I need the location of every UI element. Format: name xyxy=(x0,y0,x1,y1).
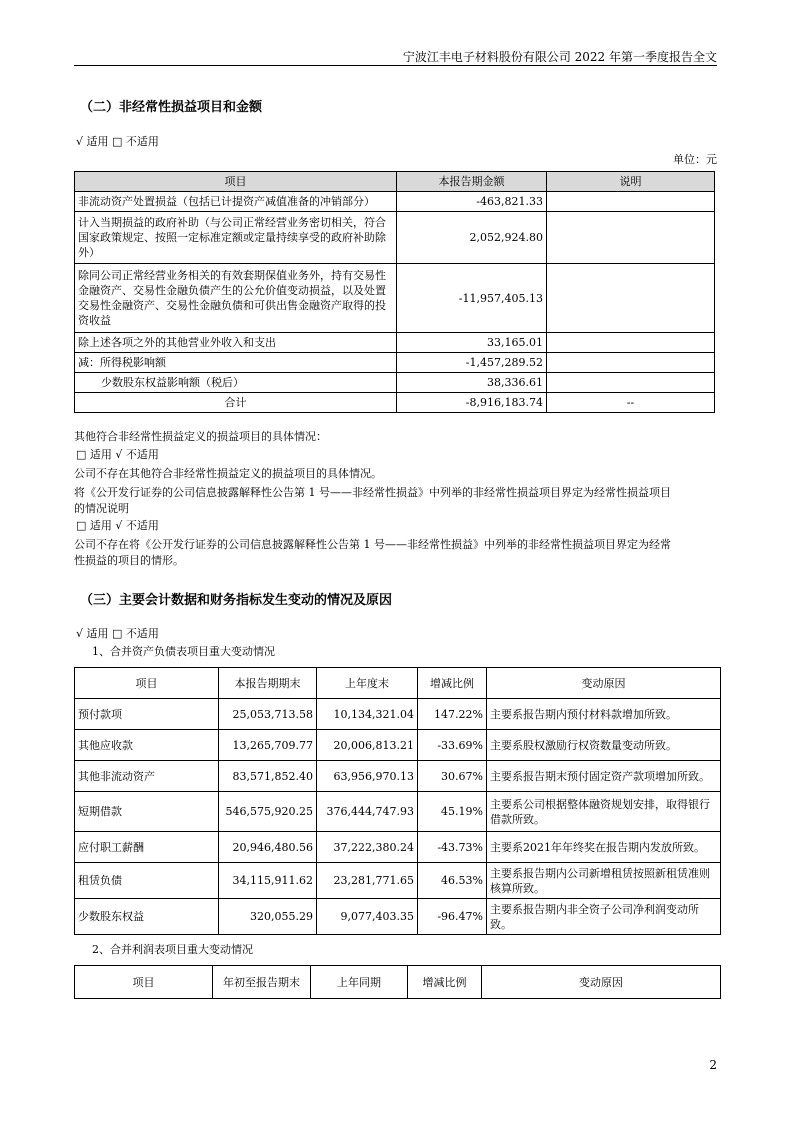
section3-applicable: √ 适用 □ 不适用 xyxy=(76,627,159,640)
table-row xyxy=(75,333,715,353)
row-amount: 2,052,924.80 xyxy=(397,212,547,264)
subsection2-title: 2、合并利润表项目重大变动情况 xyxy=(92,943,253,956)
table-row xyxy=(75,353,715,373)
para-no-reclass-1: 公司不存在将《公开发行证券的公司信息披露解释性公告第 1 号——非经常性损益》中列举的非经常性损益项目界定为经常 xyxy=(74,538,671,551)
subsection1-title: 1、合并资产负债表项目重大变动情况 xyxy=(92,645,275,658)
col-header-reason: 变动原因 xyxy=(482,966,721,999)
row-current: 20,946,480.56 xyxy=(219,832,317,863)
row-item: 租赁负债 xyxy=(75,863,219,899)
row-amount: 38,336.61 xyxy=(397,373,547,393)
col-header-item: 项目 xyxy=(75,668,219,699)
total-row xyxy=(75,393,715,413)
para-applicable-2: □ 适用 √ 不适用 xyxy=(76,448,159,461)
row-note xyxy=(547,192,715,212)
row-ratio: -43.73% xyxy=(418,832,487,863)
para-reclass-2: 的情况说明 xyxy=(74,502,129,515)
page-header: 宁波江丰电子材料股份有限公司 2022 年第一季度报告全文 xyxy=(402,50,717,64)
page-number: 2 xyxy=(709,1058,717,1072)
row-prior: 20,006,813.21 xyxy=(317,730,418,761)
table-row xyxy=(75,699,721,730)
row-amount: -11,957,405.13 xyxy=(397,264,547,333)
total-amount: -8,916,183.74 xyxy=(397,393,547,413)
row-ratio: 46.53% xyxy=(418,863,487,899)
row-prior: 37,222,380.24 xyxy=(317,832,418,863)
col-header-item: 项目 xyxy=(75,172,397,192)
row-prior: 63,956,970.13 xyxy=(317,761,418,792)
table-row xyxy=(75,373,715,393)
row-item: 短期借款 xyxy=(75,792,219,832)
row-item: 其他非流动资产 xyxy=(75,761,219,792)
row-note xyxy=(547,212,715,264)
row-reason: 主要系报告期内非全资子公司净利润变动所致。 xyxy=(487,899,721,935)
row-item: 除同公司正常经营业务相关的有效套期保值业务外，持有交易性金融资产、交易性金融负债产生的公允价值变动损益，以及处置交易性金融资产、交易性金融负债和可供出售金融资产取得的投资收益 xyxy=(75,264,397,333)
row-note xyxy=(547,353,715,373)
table-row xyxy=(75,792,721,832)
row-note xyxy=(547,264,715,333)
row-note xyxy=(547,333,715,353)
para-applicable-3: □ 适用 √ 不适用 xyxy=(76,519,159,532)
row-note xyxy=(547,373,715,393)
row-ratio: -33.69% xyxy=(418,730,487,761)
col-header-ratio: 增减比例 xyxy=(418,668,487,699)
row-item: 应付职工薪酬 xyxy=(75,832,219,863)
table-row xyxy=(75,730,721,761)
total-note: -- xyxy=(547,393,715,413)
row-item: 其他应收款 xyxy=(75,730,219,761)
table-row xyxy=(75,899,721,935)
row-ratio: 45.19% xyxy=(418,792,487,832)
table-row xyxy=(75,212,715,264)
section2-applicable: √ 适用 □ 不适用 xyxy=(76,135,159,148)
row-current: 83,571,852.40 xyxy=(219,761,317,792)
unit-label: 单位：元 xyxy=(673,153,717,166)
section3-title: （三）主要会计数据和财务指标发生变动的情况及原因 xyxy=(80,593,393,608)
row-item: 少数股东权益影响额（税后） xyxy=(75,373,397,393)
row-ratio: -96.47% xyxy=(418,899,487,935)
header-divider xyxy=(74,65,717,66)
non-recurring-table xyxy=(74,171,715,413)
row-current: 320,055.29 xyxy=(219,899,317,935)
total-label: 合计 xyxy=(75,393,397,413)
para-other-items: 其他符合非经常性损益定义的损益项目的具体情况： xyxy=(74,430,327,443)
row-ratio: 147.22% xyxy=(418,699,487,730)
col-header-note: 说明 xyxy=(547,172,715,192)
para-no-other: 公司不存在其他符合非经常性损益定义的损益项目的具体情况。 xyxy=(74,467,382,480)
row-prior: 9,077,403.35 xyxy=(317,899,418,935)
row-amount: 33,165.01 xyxy=(397,333,547,353)
table-row xyxy=(75,192,715,212)
col-header-prior-period: 上年同期 xyxy=(311,966,408,999)
row-item: 预付款项 xyxy=(75,699,219,730)
col-header-reason: 变动原因 xyxy=(487,668,721,699)
income-statement-changes-table xyxy=(74,965,721,999)
row-reason: 主要系公司根据整体融资规划安排，取得银行借款所致。 xyxy=(487,792,721,832)
col-header-current: 本报告期期末 xyxy=(219,668,317,699)
row-reason: 主要系报告期内公司新增租赁按照新租赁准则核算所致。 xyxy=(487,863,721,899)
para-reclass-1: 将《公开发行证券的公司信息披露解释性公告第 1 号——非经常性损益》中列举的非经常性损益项目界定为经常性损益项目 xyxy=(74,486,671,499)
row-prior: 376,444,747.93 xyxy=(317,792,418,832)
col-header-ytd: 年初至报告期末 xyxy=(213,966,311,999)
table-row xyxy=(75,863,721,899)
row-reason: 主要系报告期末预付固定资产款项增加所致。 xyxy=(487,761,721,792)
row-item: 计入当期损益的政府补助（与公司正常经营业务密切相关，符合国家政策规定、按照一定标准定额或定量持续享受的政府补助除外） xyxy=(75,212,397,264)
row-current: 34,115,911.62 xyxy=(219,863,317,899)
row-amount: -463,821.33 xyxy=(397,192,547,212)
balance-sheet-changes-table xyxy=(74,667,721,935)
row-prior: 10,134,321.04 xyxy=(317,699,418,730)
table-row xyxy=(75,761,721,792)
row-current: 546,575,920.25 xyxy=(219,792,317,832)
para-no-reclass-2: 性损益的项目的情形。 xyxy=(74,554,184,567)
row-current: 25,053,713.58 xyxy=(219,699,317,730)
row-reason: 主要系报告期内预付材料款增加所致。 xyxy=(487,699,721,730)
row-reason: 主要系股权激励行权资数量变动所致。 xyxy=(487,730,721,761)
col-header-item: 项目 xyxy=(75,966,213,999)
row-reason: 主要系2021年年终奖在报告期内发放所致。 xyxy=(487,832,721,863)
col-header-ratio: 增减比例 xyxy=(408,966,482,999)
row-item: 少数股东权益 xyxy=(75,899,219,935)
row-ratio: 30.67% xyxy=(418,761,487,792)
row-prior: 23,281,771.65 xyxy=(317,863,418,899)
row-amount: -1,457,289.52 xyxy=(397,353,547,373)
row-item: 非流动资产处置损益（包括已计提资产减值准备的冲销部分） xyxy=(75,192,397,212)
row-item: 除上述各项之外的其他营业外收入和支出 xyxy=(75,333,397,353)
section2-title: （二）非经常性损益项目和金额 xyxy=(80,100,263,115)
table-row xyxy=(75,264,715,333)
row-item: 减：所得税影响额 xyxy=(75,353,397,373)
col-header-prior: 上年度末 xyxy=(317,668,418,699)
row-current: 13,265,709.77 xyxy=(219,730,317,761)
table-row xyxy=(75,832,721,863)
col-header-amount: 本报告期金额 xyxy=(397,172,547,192)
